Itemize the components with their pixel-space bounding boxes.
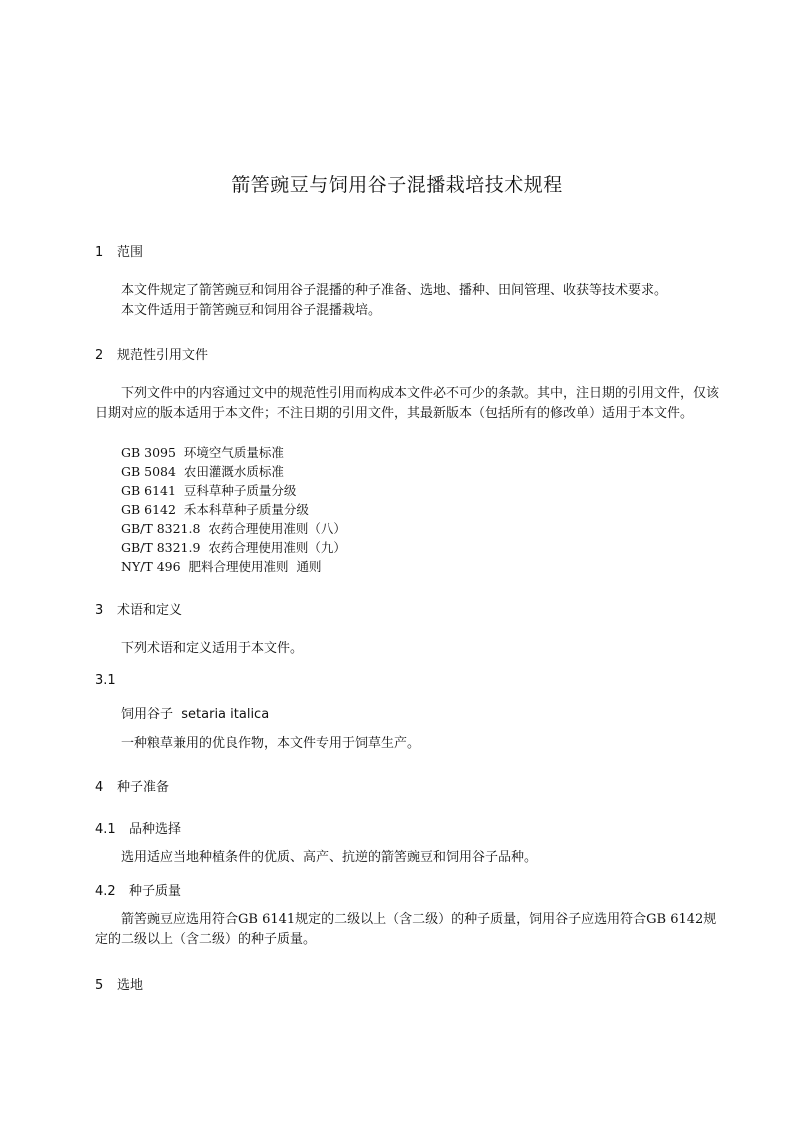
section-5-heading (95, 974, 143, 993)
reference-item: GB 6141 豆科草种子质量分级 (121, 483, 297, 498)
reference-item: GB/T 8321.8 农药合理使用准则（八） (121, 521, 346, 536)
section-title: 选地 (117, 978, 144, 993)
section-2-paragraph-1: 下列文件中的内容通过文中的规范性引用而构成本文件必不可少的条款。其中，注日期的引用文件，仅该日期对应的版本适用于本文件；不注日期的引用文件，其最新版本（包括所有的修改单）适用于本文件。 (95, 386, 720, 421)
section-1-paragraph-1: 本文件规定了箭筈豌豆和饲用谷子混播的种子准备、选地、播种、田间管理、收获等技术要求。 (121, 283, 668, 298)
section-4-heading (95, 776, 169, 795)
subsection-4-2-paragraph: 箭筈豌豆应选用符合GB 6141规定的二级以上（含二级）的种子质量，饲用谷子应选用符合GB 6142规定的二级以上（含二级）的种子质量。 (95, 912, 717, 947)
section-2-heading (95, 344, 208, 363)
section-3-heading (95, 599, 182, 618)
subsection-4-1-paragraph: 选用适应当地种植条件的优质、高产、抗逆的箭筈豌豆和饲用谷子品种。 (121, 850, 538, 865)
subsection-4-2-heading (95, 880, 181, 899)
section-number: 4 (95, 780, 104, 795)
subsection-3-1-number: 3.1 (95, 673, 116, 688)
reference-item: GB/T 8321.9 农药合理使用准则（九） (121, 540, 346, 555)
reference-item: NY/T 496 肥料合理使用准则 通则 (121, 559, 322, 574)
section-1-paragraph-2: 本文件适用于箭筈豌豆和饲用谷子混播栽培。 (121, 303, 382, 318)
term-definition: 一种粮草兼用的优良作物，本文件专用于饲草生产。 (121, 736, 421, 751)
reference-item: GB 5084 农田灌溉水质标准 (121, 464, 284, 479)
section-number: 3 (95, 603, 104, 618)
section-number: 5 (95, 978, 104, 993)
subsection-title: 种子质量 (129, 884, 182, 899)
subsection-number: 4.1 (95, 822, 116, 837)
reference-item: GB 3095 环境空气质量标准 (121, 445, 284, 460)
term-entry: 饲用谷子 setaria italica (121, 707, 270, 722)
section-title: 范围 (117, 245, 144, 260)
subsection-title: 品种选择 (129, 822, 182, 837)
section-number: 2 (95, 348, 104, 363)
section-1-heading (95, 241, 143, 260)
subsection-4-1-heading (95, 818, 181, 837)
document-title: 箭筈豌豆与饲用谷子混播栽培技术规程 (231, 174, 563, 196)
section-title: 术语和定义 (117, 603, 183, 618)
subsection-number: 4.2 (95, 884, 116, 899)
section-title: 规范性引用文件 (117, 348, 209, 363)
reference-item: GB 6142 禾本科草种子质量分级 (121, 502, 309, 517)
section-title: 种子准备 (117, 780, 170, 795)
section-3-paragraph-1: 下列术语和定义适用于本文件。 (121, 641, 304, 656)
section-number: 1 (95, 245, 104, 260)
